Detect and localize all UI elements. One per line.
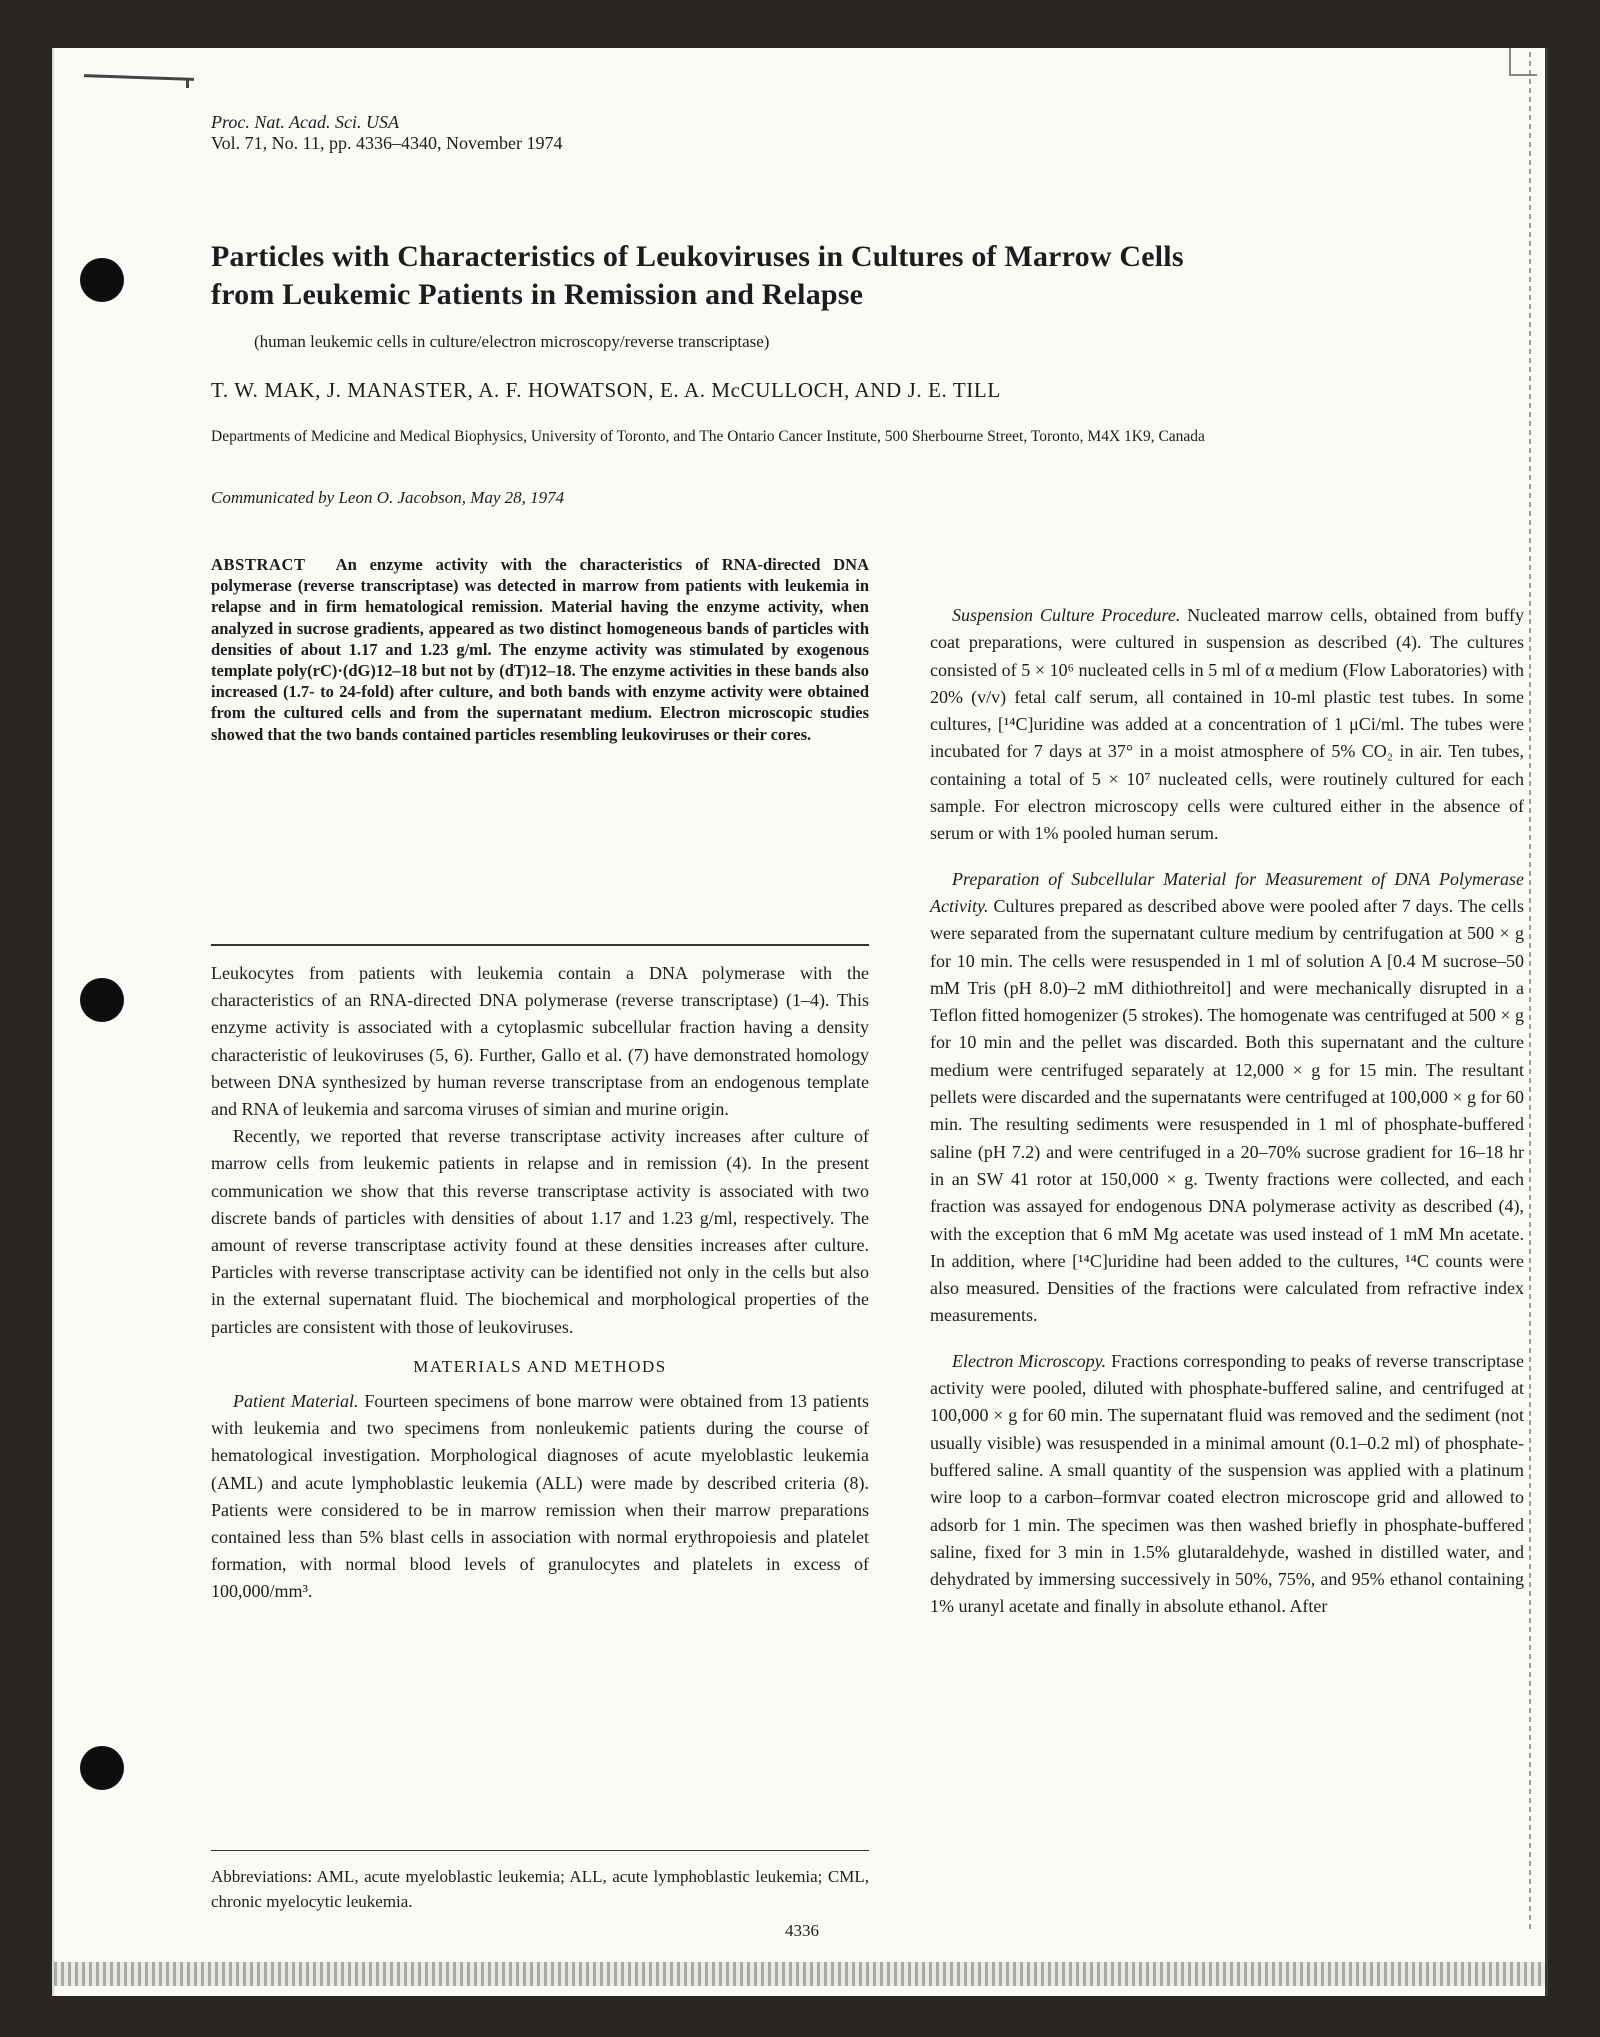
- suspension-text: Nucleated marrow cells, obtained from buffy coat preparations, were cultured in suspension as described (4). The cultures consisted of 5 × 10⁶ nucleated cells in 5 ml of α medium (Flow Laboratories) with 20% (v/v) fetal calf serum, all contained in 10-ml plastic test tubes. In some cultures, [¹⁴C]uridine was added at a concentration of 1 μCi/ml. The tubes were incubated for 7 days at 37° in a moist atmosphere of 5% CO₂ in air. Ten tubes, containing a total of 5 × 10⁷ nucleated cells, were routinely cultured for each sample. For electron microscopy cells were cultured either in the absence of serum or with 1% pooled human serum.: [930, 605, 1524, 844]
- footnote-divider: [211, 1850, 869, 1851]
- title-line-2: from Leukemic Patients in Remission and Relapse: [211, 278, 864, 311]
- title-line-1: Particles with Characteristics of Leukoviruses in Cultures of Marrow Cells: [211, 240, 1184, 273]
- abstract-label: ABSTRACT: [211, 555, 306, 574]
- suspension-paragraph: [930, 602, 1524, 848]
- patient-material-heading: Patient Material.: [233, 1391, 359, 1412]
- page-corner-mark: [1509, 48, 1537, 76]
- intro-paragraph-2: Recently, we reported that reverse transcriptase activity increases after culture of marrow cells from leukemic patients in relapse and in remission (4). In the present communication we show that this reverse transcriptase activity is associated with two discrete bands of particles with densities of about 1.17 and 1.23 g/ml, respectively. The amount of reverse transcriptase activity found at these densities increases after culture. Particles with reverse transcriptase activity can be identified not only in the cells but also in the external supernatant fluid. The biochemical and morphological properties of the particles are consistent with those of leukoviruses.: [211, 1126, 869, 1337]
- communicated-by: Communicated by Leon O. Jacobson, May 28, 1974: [211, 488, 565, 507]
- suspension-heading: Suspension Culture Procedure.: [952, 605, 1181, 625]
- preparation-paragraph: [930, 866, 1524, 1330]
- affiliation: Departments of Medicine and Medical Biophysics, University of Toronto, and The Ontario Cancer Institute, 500 Sherbourne Street, Toronto, M4X 1K9, Canada: [211, 428, 1205, 445]
- preparation-heading: Preparation of Subcellular Material for Measurement of DNA Polymerase Activity.: [930, 868, 1524, 916]
- author-list: T. W. MAK, J. MANASTER, A. F. HOWATSON, E. A. McCULLOCH, AND J. E. TILL: [211, 378, 1001, 402]
- preparation-text: Cultures prepared as described above were pooled after 7 days. The cells were separated from the supernatant culture medium by centrifugation at 500 × g for 10 min. The cells were resuspended in 1 ml of solution A [0.4 M sucrose–50 mM Tris (pH 8.0)–2 mM dithiothreitol] and were mechanically disrupted in a Teflon fitted homogenizer (5 strokes). The homogenate was centrifuged at 500 × g for 10 min and the pellet was discarded. Both this supernatant and the culture medium were centrifuged separately at 12,000 × g for 15 min. The resultant pellets were discarded and the supernatants were centrifuged at 100,000 × g for 60 min. The resulting sediments were resuspended in 1 ml of phosphate-buffered saline (pH 7.2) and were centrifuged in a 20–70% sucrose gradient for 16–18 hr in an SW 41 rotor at 150,000 × g. Twenty fractions were collected, and each fraction was assayed for endogenous DNA polymerase activity as described (4), with the exception that 6 mM Mg acetate was used instead of 1 mM Mn acetate. In addition, where [¹⁴C]uridine had been added to the cultures, ¹⁴C counts were also measured. Densities of the fractions were calculated from refractive index measurements.: [930, 895, 1524, 1326]
- page-number: 4336: [785, 1921, 819, 1940]
- journal-volume: Vol. 71, No. 11, pp. 4336–4340, November 1974: [211, 133, 563, 153]
- abbreviations-footnote: Abbreviations: AML, acute myeloblastic leukemia; ALL, acute lymphoblastic leukemia; CML, chronic myelocytic leukemia.: [211, 1867, 869, 1911]
- patient-material-text: Fourteen specimens of bone marrow were obtained from 13 patients with leukemia and two specimens from nonleukemic patients during the course of hematological investigation. Morphological diagnoses of acute myeloblastic leukemia (AML) and acute lymphoblastic leukemia (ALL) were made by described criteria (8). Patients were considered to be in marrow remission when their marrow preparations contained less than 5% blast cells in association with normal erythropoiesis and platelet formation, with normal blood levels of granulocytes and platelets in excess of 100,000/mm³.: [211, 1391, 869, 1602]
- punch-hole-bottom: [80, 1746, 124, 1790]
- pen-mark: [84, 74, 194, 81]
- punch-hole-middle: [80, 978, 124, 1022]
- electron-microscopy-paragraph: [930, 1348, 1524, 1621]
- keywords-subtitle: (human leukemic cells in culture/electron microscopy/reverse transcriptase): [254, 332, 770, 351]
- abstract: [211, 554, 869, 745]
- electron-microscopy-text: Fractions corresponding to peaks of reverse transcriptase activity were pooled, diluted with phosphate-buffered saline, and centrifuged at 100,000 × g for 60 min. The supernatant fluid was removed and the sediment (not usually visible) was resuspended in a minimal amount (0.1–0.2 ml) of phosphate-buffered saline. A small quantity of the suspension was applied with a platinum wire loop to a carbon–formvar coated electron microscope grid and allowed to adsorb for 1 min. The specimen was then washed briefly in phosphate-buffered saline, fixed for 3 min in 1.5% glutaraldehyde, washed in distilled water, and dehydrated by immersing successively in 50%, 75%, and 95% ethanol containing 1% uranyl acetate and finally in absolute ethanol. After: [930, 1350, 1524, 1617]
- article-title: [211, 238, 1411, 314]
- electron-microscopy-heading: Electron Microscopy.: [952, 1350, 1107, 1371]
- intro-paragraph-1: Leukocytes from patients with leukemia contain a DNA polymerase with the characteristics of an RNA-directed DNA polymerase (reverse transcriptase) (1–4). This enzyme activity is associated with a cytoplasmic subcellular fraction having a density characteristic of leukoviruses (5, 6). Further, Gallo et al. (7) have demonstrated homology between DNA synthesized by human reverse transcriptase from an endogenous template and RNA of leukemia and sarcoma viruses of simian and murine origin.: [211, 963, 869, 1120]
- journal-name: Proc. Nat. Acad. Sci. USA: [211, 112, 399, 132]
- scan-edge-shadow: [1529, 52, 1531, 1932]
- abstract-text: An enzyme activity with the characteristics of RNA-directed DNA polymerase (reverse transcriptase) was detected in marrow from patients with leukemia in relapse and in firm hematological remission. Material having the enzyme activity, when analyzed in sucrose gradients, appeared as two distinct homogeneous bands of particles with densities of about 1.17 and 1.23 g/ml. The enzyme activity was stimulated by exogenous template poly(rC)·(dG)12–18 but not by (dT)12–18. The enzyme activities in these bands also increased (1.7- to 24-fold) after culture, and both bands with enzyme activity were obtained from the cultured cells and from the supernatant medium. Electron microscopic studies showed that the two bands contained particles resembling leukoviruses or their cores.: [211, 555, 869, 744]
- document-page: [52, 48, 1548, 1996]
- pen-mark-tick: [186, 78, 189, 88]
- right-column: [930, 602, 1524, 1639]
- journal-citation: [211, 112, 562, 154]
- patient-material-paragraph: [211, 1388, 869, 1606]
- left-column: [211, 960, 869, 1606]
- abstract-divider: [211, 944, 869, 946]
- punch-hole-top: [80, 258, 124, 302]
- section-heading-methods: MATERIALS AND METHODS: [413, 1356, 667, 1376]
- scan-bottom-edge: [54, 1962, 1545, 1986]
